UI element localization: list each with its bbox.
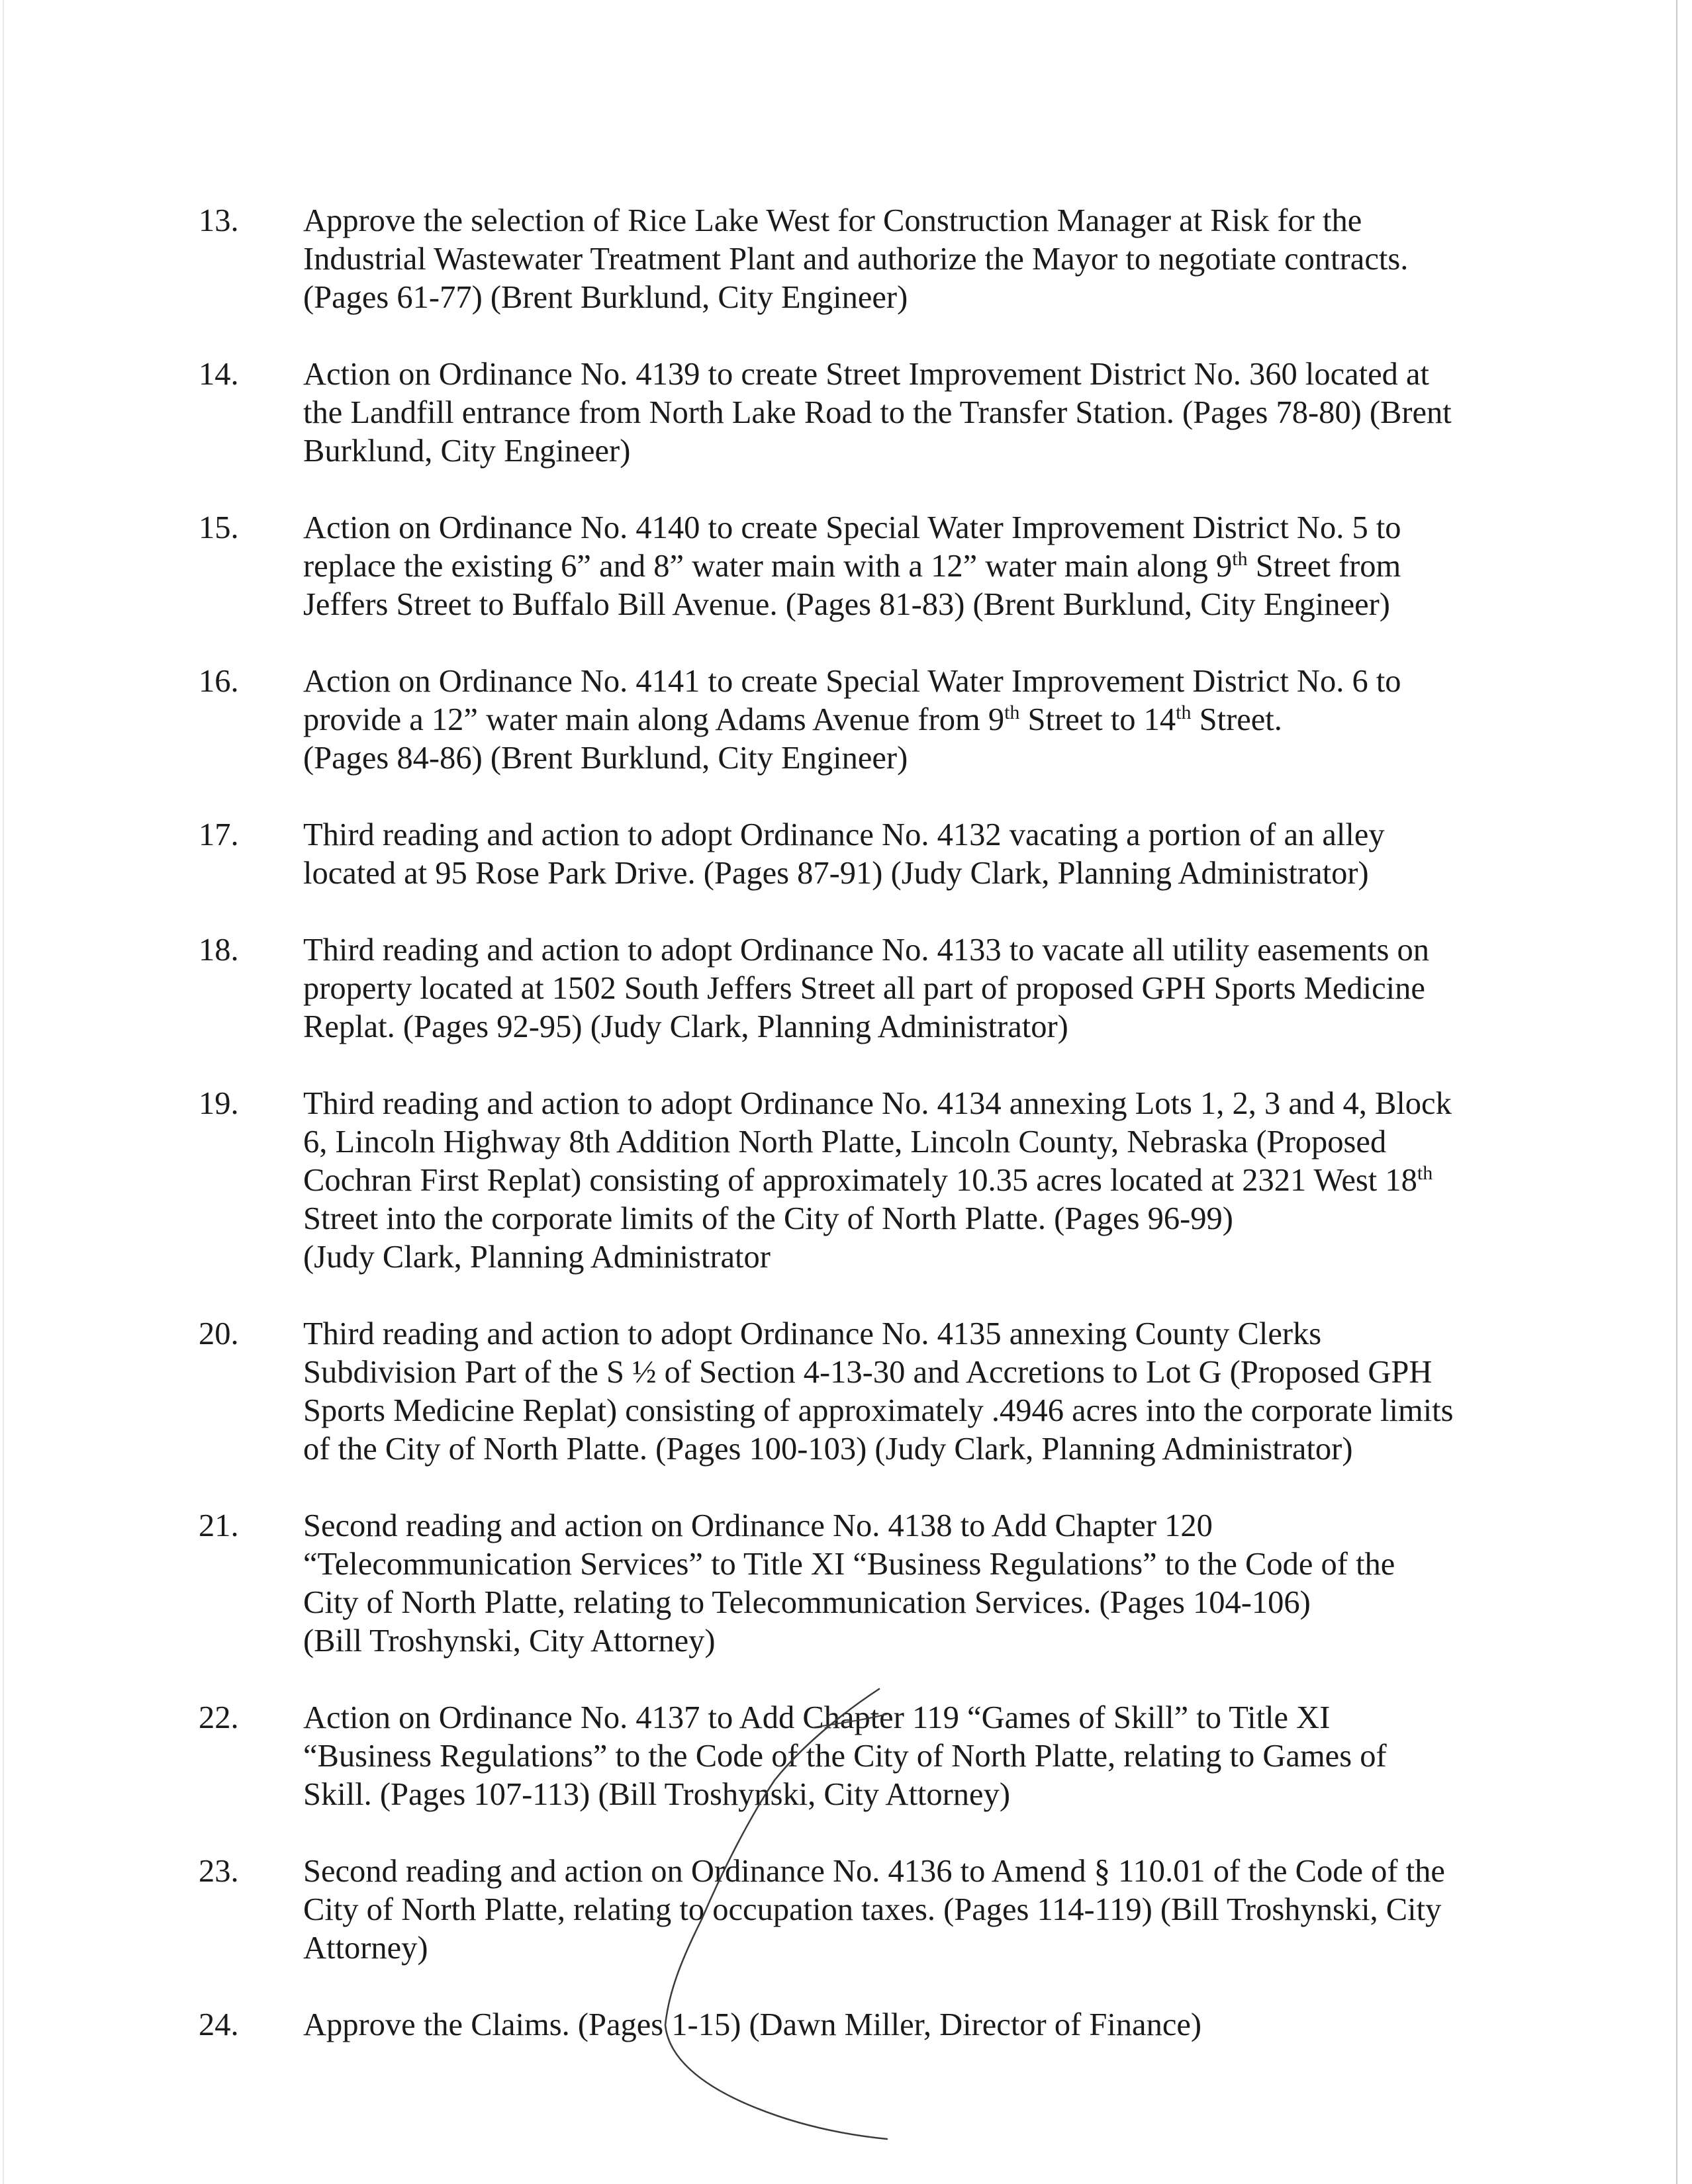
agenda-item	[199, 355, 1509, 471]
item-text-line	[303, 1430, 1509, 1469]
item-text-line	[303, 970, 1509, 1008]
item-number: 21.	[199, 1508, 239, 1543]
text-run: 6, Lincoln Highway 8th Addition North Platte, Lincoln County, Nebraska (Proposed	[303, 1124, 1387, 1160]
agenda-item	[199, 1699, 1509, 1814]
text-run: Action on Ordinance No. 4137 to Add Chapter 119 “Games of Skill” to Title XI	[303, 1700, 1331, 1735]
item-text-line	[303, 1584, 1509, 1622]
text-run: Street.	[1191, 702, 1282, 737]
item-text-line	[303, 394, 1509, 432]
text-run: Second reading and action on Ordinance No. 4136 to Amend § 110.01 of the Code of the	[303, 1854, 1445, 1889]
text-run: Approve the selection of Rice Lake West for Construction Manager at Risk for the	[303, 203, 1362, 238]
text-run: Third reading and action to adopt Ordinance No. 4135 annexing County Clerks	[303, 1316, 1322, 1351]
scan-edge-right	[1676, 0, 1677, 2184]
scan-edge-left	[3, 0, 4, 2184]
text-run: Third reading and action to adopt Ordinance No. 4134 annexing Lots 1, 2, 3 and 4, Block	[303, 1086, 1452, 1121]
text-run: located at 95 Rose Park Drive. (Pages 87-91) (Judy Clark, Planning Administrator)	[303, 856, 1369, 891]
agenda-item	[199, 1085, 1509, 1277]
text-run: Cochran First Replat) consisting of approximately 10.35 acres located at 2321 West 18	[303, 1163, 1417, 1198]
item-number: 16.	[199, 664, 239, 699]
agenda-item	[199, 816, 1509, 893]
ordinal-superscript: th	[1417, 1161, 1433, 1184]
item-text-line	[303, 1507, 1509, 1545]
text-run: Third reading and action to adopt Ordinance No. 4132 vacating a portion of an alley	[303, 817, 1385, 852]
text-run: Burklund, City Engineer)	[303, 433, 631, 469]
item-number: 14.	[199, 357, 239, 392]
item-number: 17.	[199, 817, 239, 852]
agenda-item	[199, 931, 1509, 1046]
text-run: “Telecommunication Services” to Title XI “Business Regulations” to the Code of the	[303, 1547, 1395, 1582]
item-text-line	[303, 1622, 1509, 1661]
text-run: Approve the Claims. (Pages 1-15) (Dawn Miller, Director of Finance)	[303, 2007, 1202, 2042]
item-text-line	[303, 1353, 1509, 1392]
ordinal-superscript: th	[1176, 701, 1192, 723]
text-run: (Bill Troshynski, City Attorney)	[303, 1623, 716, 1659]
text-run: of the City of North Platte. (Pages 100-103) (Judy Clark, Planning Administrator)	[303, 1432, 1353, 1467]
item-number: 23.	[199, 1854, 239, 1889]
item-text-line	[303, 701, 1509, 739]
item-number: 18.	[199, 933, 239, 968]
text-run: Subdivision Part of the S ½ of Section 4-13-30 and Accretions to Lot G (Proposed GPH	[303, 1355, 1433, 1390]
item-text-line	[303, 202, 1509, 240]
item-text-line	[303, 1161, 1509, 1200]
text-run: Skill. (Pages 107-113) (Bill Troshynski, City Attorney)	[303, 1777, 1010, 1812]
text-run: Replat. (Pages 92-95) (Judy Clark, Planning Administrator)	[303, 1009, 1068, 1044]
item-text-line	[303, 1929, 1509, 1968]
text-run: Attorney)	[303, 1931, 428, 1966]
item-text-line	[303, 1123, 1509, 1161]
agenda-item	[199, 2006, 1509, 2044]
agenda-item	[199, 1507, 1509, 1661]
item-text-line	[303, 1392, 1509, 1430]
text-run: Street into the corporate limits of the City of North Platte. (Pages 96-99)	[303, 1201, 1233, 1236]
agenda-item	[199, 1852, 1509, 1968]
item-text-line	[303, 2006, 1509, 2044]
item-text-line	[303, 854, 1509, 893]
text-run: (Judy Clark, Planning Administrator	[303, 1240, 771, 1275]
text-run: Second reading and action on Ordinance No. 4138 to Add Chapter 120	[303, 1508, 1213, 1543]
item-text-line	[303, 1200, 1509, 1238]
item-text-line	[303, 1315, 1509, 1353]
item-number: 15.	[199, 510, 239, 545]
text-run: Industrial Wastewater Treatment Plant and authorize the Mayor to negotiate contracts.	[303, 242, 1409, 277]
text-run: Action on Ordinance No. 4140 to create Special Water Improvement District No. 5 to	[303, 510, 1401, 545]
agenda-item	[199, 202, 1509, 317]
item-text-line	[303, 1776, 1509, 1814]
item-text-line	[303, 1737, 1509, 1776]
text-run: the Landfill entrance from North Lake Road to the Transfer Station. (Pages 78-80) (Brent	[303, 395, 1452, 430]
ordinal-superscript: th	[1004, 701, 1020, 723]
item-text-line	[303, 240, 1509, 279]
text-run: Jeffers Street to Buffalo Bill Avenue. (Pages 81-83) (Brent Burklund, City Engineer)	[303, 587, 1390, 622]
item-text-line	[303, 1085, 1509, 1123]
text-run: “Business Regulations” to the Code of the City of North Platte, relating to Games of	[303, 1739, 1387, 1774]
text-run: Sports Medicine Replat) consisting of approximately .4946 acres into the corporate limits	[303, 1393, 1454, 1428]
text-run: City of North Platte, relating to Telecommunication Services. (Pages 104-106)	[303, 1585, 1311, 1620]
item-text-line	[303, 662, 1509, 701]
text-run: (Pages 84-86) (Brent Burklund, City Engineer)	[303, 741, 908, 776]
text-run: provide a 12” water main along Adams Avenue from 9	[303, 702, 1005, 737]
item-text-line	[303, 931, 1509, 970]
agenda-item-list	[199, 202, 1509, 2083]
item-text-line	[303, 547, 1509, 586]
agenda-item	[199, 1315, 1509, 1469]
text-run: replace the existing 6” and 8” water main with a 12” water main along 9	[303, 549, 1233, 584]
text-run: City of North Platte, relating to occupation taxes. (Pages 114-119) (Bill Troshynski, City	[303, 1892, 1442, 1927]
item-text-line	[303, 1699, 1509, 1737]
item-text-line	[303, 586, 1509, 624]
agenda-item	[199, 509, 1509, 624]
item-number: 20.	[199, 1316, 239, 1351]
item-text-line	[303, 355, 1509, 394]
item-text-line	[303, 1891, 1509, 1929]
text-run: Street from	[1247, 549, 1401, 584]
text-run: (Pages 61-77) (Brent Burklund, City Engineer)	[303, 280, 908, 315]
item-text-line	[303, 1238, 1509, 1277]
item-text-line	[303, 1008, 1509, 1046]
agenda-item	[199, 662, 1509, 778]
item-number: 22.	[199, 1700, 239, 1735]
text-run: Action on Ordinance No. 4141 to create Special Water Improvement District No. 6 to	[303, 664, 1401, 699]
item-number: 19.	[199, 1086, 239, 1121]
item-text-line	[303, 739, 1509, 778]
ordinal-superscript: th	[1232, 547, 1248, 570]
text-run: property located at 1502 South Jeffers Street all part of proposed GPH Sports Medicine	[303, 971, 1425, 1006]
text-run: Action on Ordinance No. 4139 to create Street Improvement District No. 360 located at	[303, 357, 1430, 392]
item-text-line	[303, 1545, 1509, 1584]
text-run: Third reading and action to adopt Ordinance No. 4133 to vacate all utility easements on	[303, 933, 1430, 968]
item-text-line	[303, 432, 1509, 471]
item-number: 13.	[199, 203, 239, 238]
item-text-line	[303, 279, 1509, 317]
item-text-line	[303, 1852, 1509, 1891]
text-run: Street to 14	[1019, 702, 1176, 737]
item-number: 24.	[199, 2007, 239, 2042]
item-text-line	[303, 509, 1509, 547]
item-text-line	[303, 816, 1509, 854]
